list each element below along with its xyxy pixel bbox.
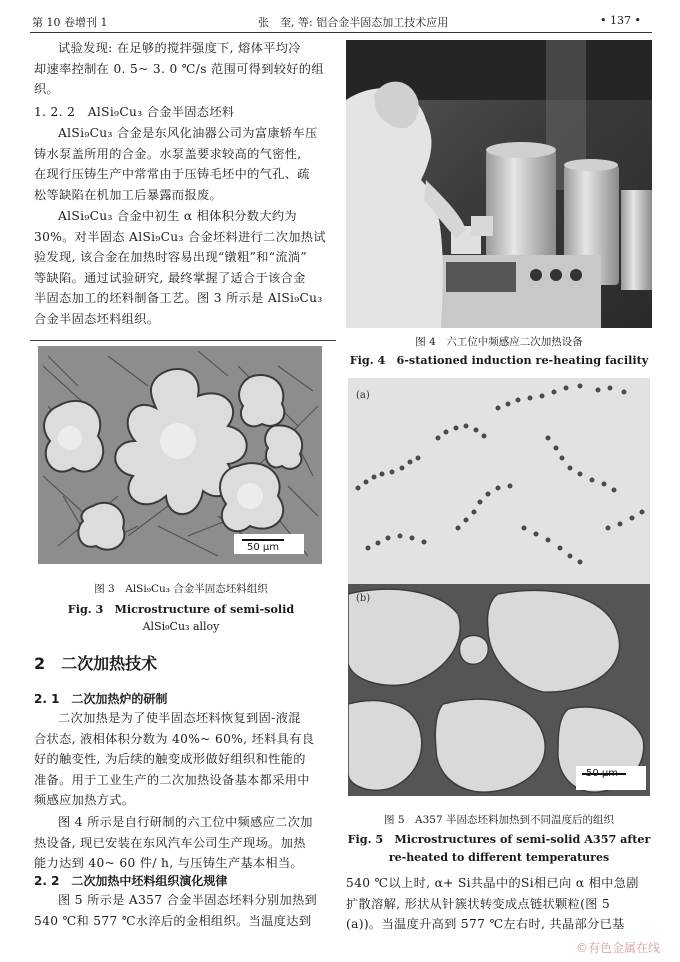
figure-4-photo bbox=[346, 40, 652, 328]
figure-5a-micrograph bbox=[348, 378, 650, 584]
paragraph-alsi9cu3-defects bbox=[34, 206, 334, 330]
figure-3-scale-bar-label: 50 μm bbox=[247, 542, 280, 553]
text-line: 等缺陷。通过试验研究, 最终掌握了适合于该合金 bbox=[34, 270, 306, 285]
text-line: (a))。当温度升高到 577 ℃左右时, 共晶部分已基 bbox=[346, 917, 625, 932]
text-line: 图 5 所示是 A357 合金半固态坯料分别加热到 bbox=[58, 893, 318, 907]
text-line: 热设备, 现已安装在东风汽车公司生产现场。加热 bbox=[34, 835, 306, 850]
figure-5-caption-en-line2: re-heated to different temperatures bbox=[388, 851, 610, 864]
text-line: 试验发现: 在足够的搅拌强度下, 熔体平均冷 bbox=[58, 41, 301, 55]
text-line: AlSi₉Cu₃ 合金是东风化油器公司为富康轿车压 bbox=[58, 126, 318, 140]
paragraph-alsi9cu3-usage bbox=[34, 123, 334, 205]
text-line: 却速率控制在 0. 5~ 3. 0 ℃/s 范围可得到较好的组 bbox=[34, 61, 324, 76]
subsection-heading-2-2: 2. 2 二次加热中坯料组织演化规律 bbox=[34, 874, 228, 888]
running-header-title: 张 奎, 等: 铝合金半固态加工技术应用 bbox=[258, 16, 449, 29]
watermark: ©有色金属在线 bbox=[575, 941, 660, 955]
text-line: 扩散溶解, 形状从针簇状转变成点链状颗粒(图 5 bbox=[346, 896, 611, 911]
figure-5-scale-bar-label: 50 μm bbox=[586, 768, 619, 779]
paragraph-fig5-description bbox=[34, 890, 334, 931]
figure-5b-micrograph bbox=[348, 584, 650, 796]
figure-4-caption-zh: 图 4 六工位中频感应二次加热设备 bbox=[415, 336, 583, 348]
figure-3-caption-en-line2: AlSi₉Cu₃ alloy bbox=[142, 620, 220, 633]
subsection-heading-2-1: 2. 1 二次加热炉的研制 bbox=[34, 692, 168, 706]
figure-5-caption-en-line1: Fig. 5 Microstructures of semi-solid A357 after bbox=[347, 832, 651, 846]
text-line: 半固态加工的坯料制备工艺。图 3 所示是 AlSi₉Cu₃ bbox=[34, 291, 323, 306]
text-line: 松等缺陷在机加工后暴露而报废。 bbox=[34, 187, 223, 202]
header-rule bbox=[30, 32, 652, 33]
paragraph-eutectic-dissolution bbox=[346, 873, 652, 935]
figure-3-caption-zh: 图 3 AlSi₉Cu₃ 合金半固态坯料组织 bbox=[94, 583, 268, 595]
text-line: 二次加热是为了使半固态坯料恢复到固-液混 bbox=[58, 711, 301, 725]
figure-5-caption-zh: 图 5 A357 半固态坯料加热到不同温度后的组织 bbox=[384, 814, 614, 826]
text-line: 合状态, 液相体积分数为 40%~ 60%, 坯料具有良 bbox=[34, 731, 315, 746]
section-heading-2: 2 二次加热技术 bbox=[34, 654, 158, 673]
figure-3-caption-en-line1: Fig. 3 Microstructure of semi-solid bbox=[67, 602, 295, 616]
running-header-left: 第 10 卷增刊 1 bbox=[32, 16, 108, 29]
figure-5a-label: (a) bbox=[356, 390, 370, 401]
text-line: 织。 bbox=[34, 82, 60, 97]
text-line: 验发现, 该合金在加热时容易出现“镦粗”和“流淌” bbox=[34, 250, 307, 265]
text-line: 好的触变性, 为后续的触变成形做好组织和性能的 bbox=[34, 752, 306, 767]
text-line: 在现行压铸生产中常常由于压铸毛坯中的气孔、疏 bbox=[34, 167, 310, 182]
page-number: • 137 • bbox=[600, 14, 641, 27]
text-line: AlSi₉Cu₃ 合金中初生 α 相体积分数大约为 bbox=[58, 209, 297, 223]
text-line: 30%。对半固态 AlSi₉Cu₃ 合金坯料进行二次加热试 bbox=[34, 229, 326, 244]
paragraph-experiment-finding bbox=[34, 38, 334, 100]
paragraph-reheating-purpose bbox=[34, 708, 334, 811]
figure-4-caption-en: Fig. 4 6-stationed induction re-heating facility bbox=[349, 353, 649, 367]
text-line: 准备。用于工业生产的二次加热设备基本都采用中 bbox=[34, 772, 310, 787]
figure-3-micrograph bbox=[38, 346, 322, 564]
figure-5b-label: (b) bbox=[356, 593, 371, 604]
text-line: 合金半固态坯料组织。 bbox=[34, 311, 160, 326]
text-line: 能力达到 40~ 60 件/ h, 与压铸生产基本相当。 bbox=[34, 856, 304, 871]
text-line: 频感应加热方式。 bbox=[34, 793, 135, 808]
paragraph-fig4-description bbox=[34, 812, 334, 874]
subsection-heading-1-2-2: 1. 2. 2 AlSi₉Cu₃ 合金半固态坯料 bbox=[34, 105, 235, 119]
text-line: 540 ℃以上时, α+ Si共晶中的Si相已向 α 相中急剧 bbox=[346, 876, 639, 890]
column-divider-rule bbox=[30, 340, 336, 341]
text-line: 图 4 所示是自行研制的六工位中频感应二次加 bbox=[58, 815, 313, 829]
text-line: 540 ℃和 577 ℃水淬后的金相组织。当温度达到 bbox=[34, 913, 312, 928]
text-line: 铸水泵盖所用的合金。水泵盖要求较高的气密性, bbox=[34, 146, 302, 161]
